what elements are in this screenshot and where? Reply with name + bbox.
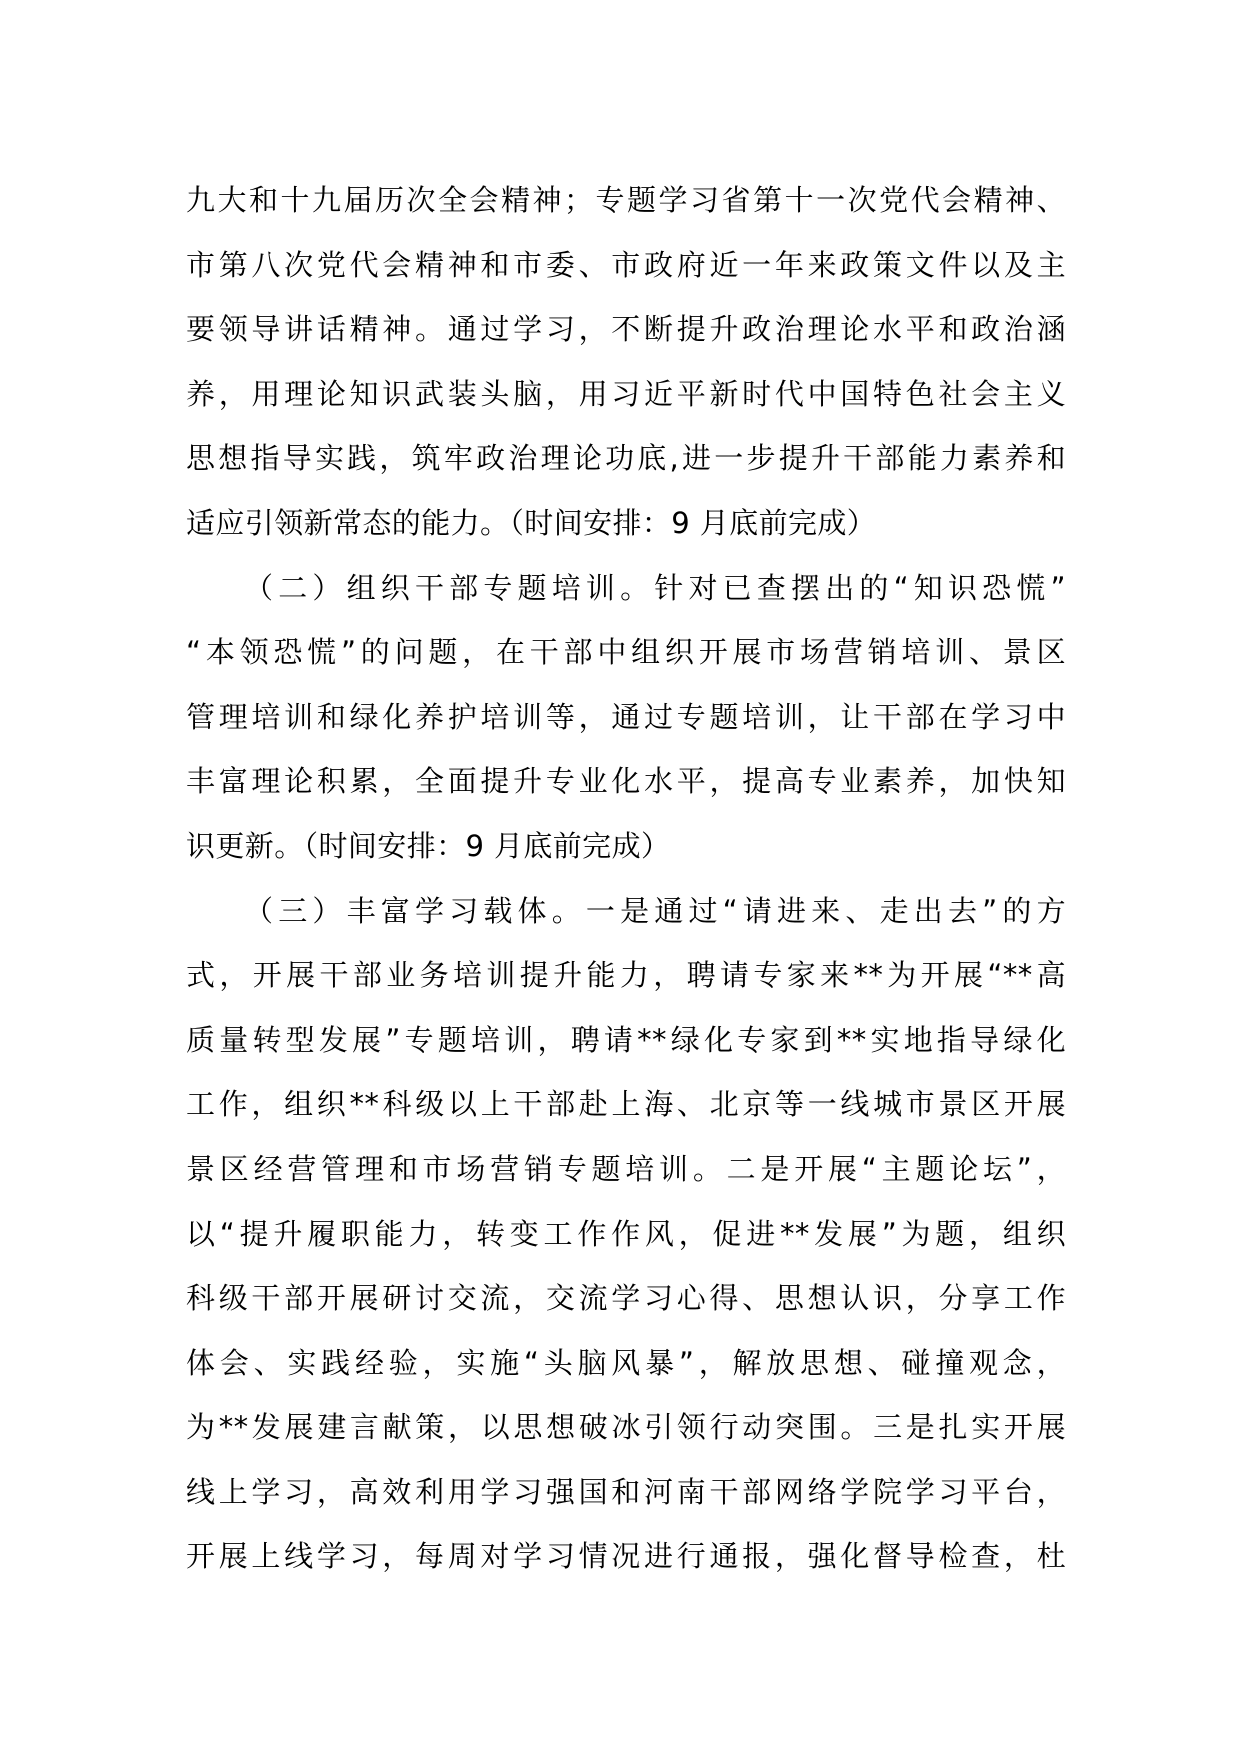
text-line: 适应引领新常态的能力。（时间安排：9 月底前完成） — [186, 505, 877, 540]
text-line: 思想指导实践，筑牢政治理论功底,进一步提升干部能力素养和 — [186, 441, 1066, 476]
text-line: 市第八次党代会精神和市委、市政府近一年来政策文件以及主 — [186, 247, 1066, 282]
text-line: 识更新。（时间安排：9 月底前完成） — [186, 828, 671, 863]
paragraph-heading-line: （二）组织干部专题培训。针对已查摆出的“知识恐慌” — [244, 570, 1066, 605]
text-line: 以“提升履职能力，转变工作作风，促进**发展”为题，组织 — [186, 1216, 1066, 1251]
text-line: 质量转型发展”专题培训，聘请**绿化专家到**实地指导绿化 — [186, 1022, 1066, 1057]
text-line: 工作，组织**科级以上干部赴上海、北京等一线城市景区开展 — [186, 1087, 1066, 1122]
text-line: 九大和十九届历次全会精神；专题学习省第十一次党代会精神、 — [186, 183, 1066, 217]
text-line: 体会、实践经验，实施“头脑风暴”，解放思想、碰撞观念， — [186, 1345, 1066, 1380]
text-line: 丰富理论积累，全面提升专业化水平，提高专业素养，加快知 — [186, 764, 1066, 799]
text-line: 式，开展干部业务培训提升能力，聘请专家来**为开展“**高 — [186, 958, 1066, 993]
text-line: 景区经营管理和市场营销专题培训。二是开展“主题论坛”， — [186, 1151, 1066, 1186]
text-line: 线上学习，高效利用学习强国和河南干部网络学院学习平台， — [186, 1474, 1066, 1509]
text-line: 开展上线学习，每周对学习情况进行通报，强化督导检查，杜 — [186, 1539, 1066, 1574]
paragraph-heading-line: （三）丰富学习载体。一是通过“请进来、走出去”的方 — [244, 893, 1066, 928]
text-line: 要领导讲话精神。通过学习，不断提升政治理论水平和政治涵 — [186, 312, 1066, 347]
body-text — [186, 168, 1066, 1589]
text-line: 养，用理论知识武装头脑，用习近平新时代中国特色社会主义 — [186, 376, 1066, 411]
text-line: 为**发展建言献策，以思想破冰引领行动突围。三是扎实开展 — [186, 1410, 1066, 1445]
text-line: 科级干部开展研讨交流，交流学习心得、思想认识，分享工作 — [186, 1281, 1066, 1316]
text-line: “本领恐慌”的问题，在干部中组织开展市场营销培训、景区 — [186, 635, 1066, 670]
text-line: 管理培训和绿化养护培训等，通过专题培训，让干部在学习中 — [186, 699, 1066, 734]
